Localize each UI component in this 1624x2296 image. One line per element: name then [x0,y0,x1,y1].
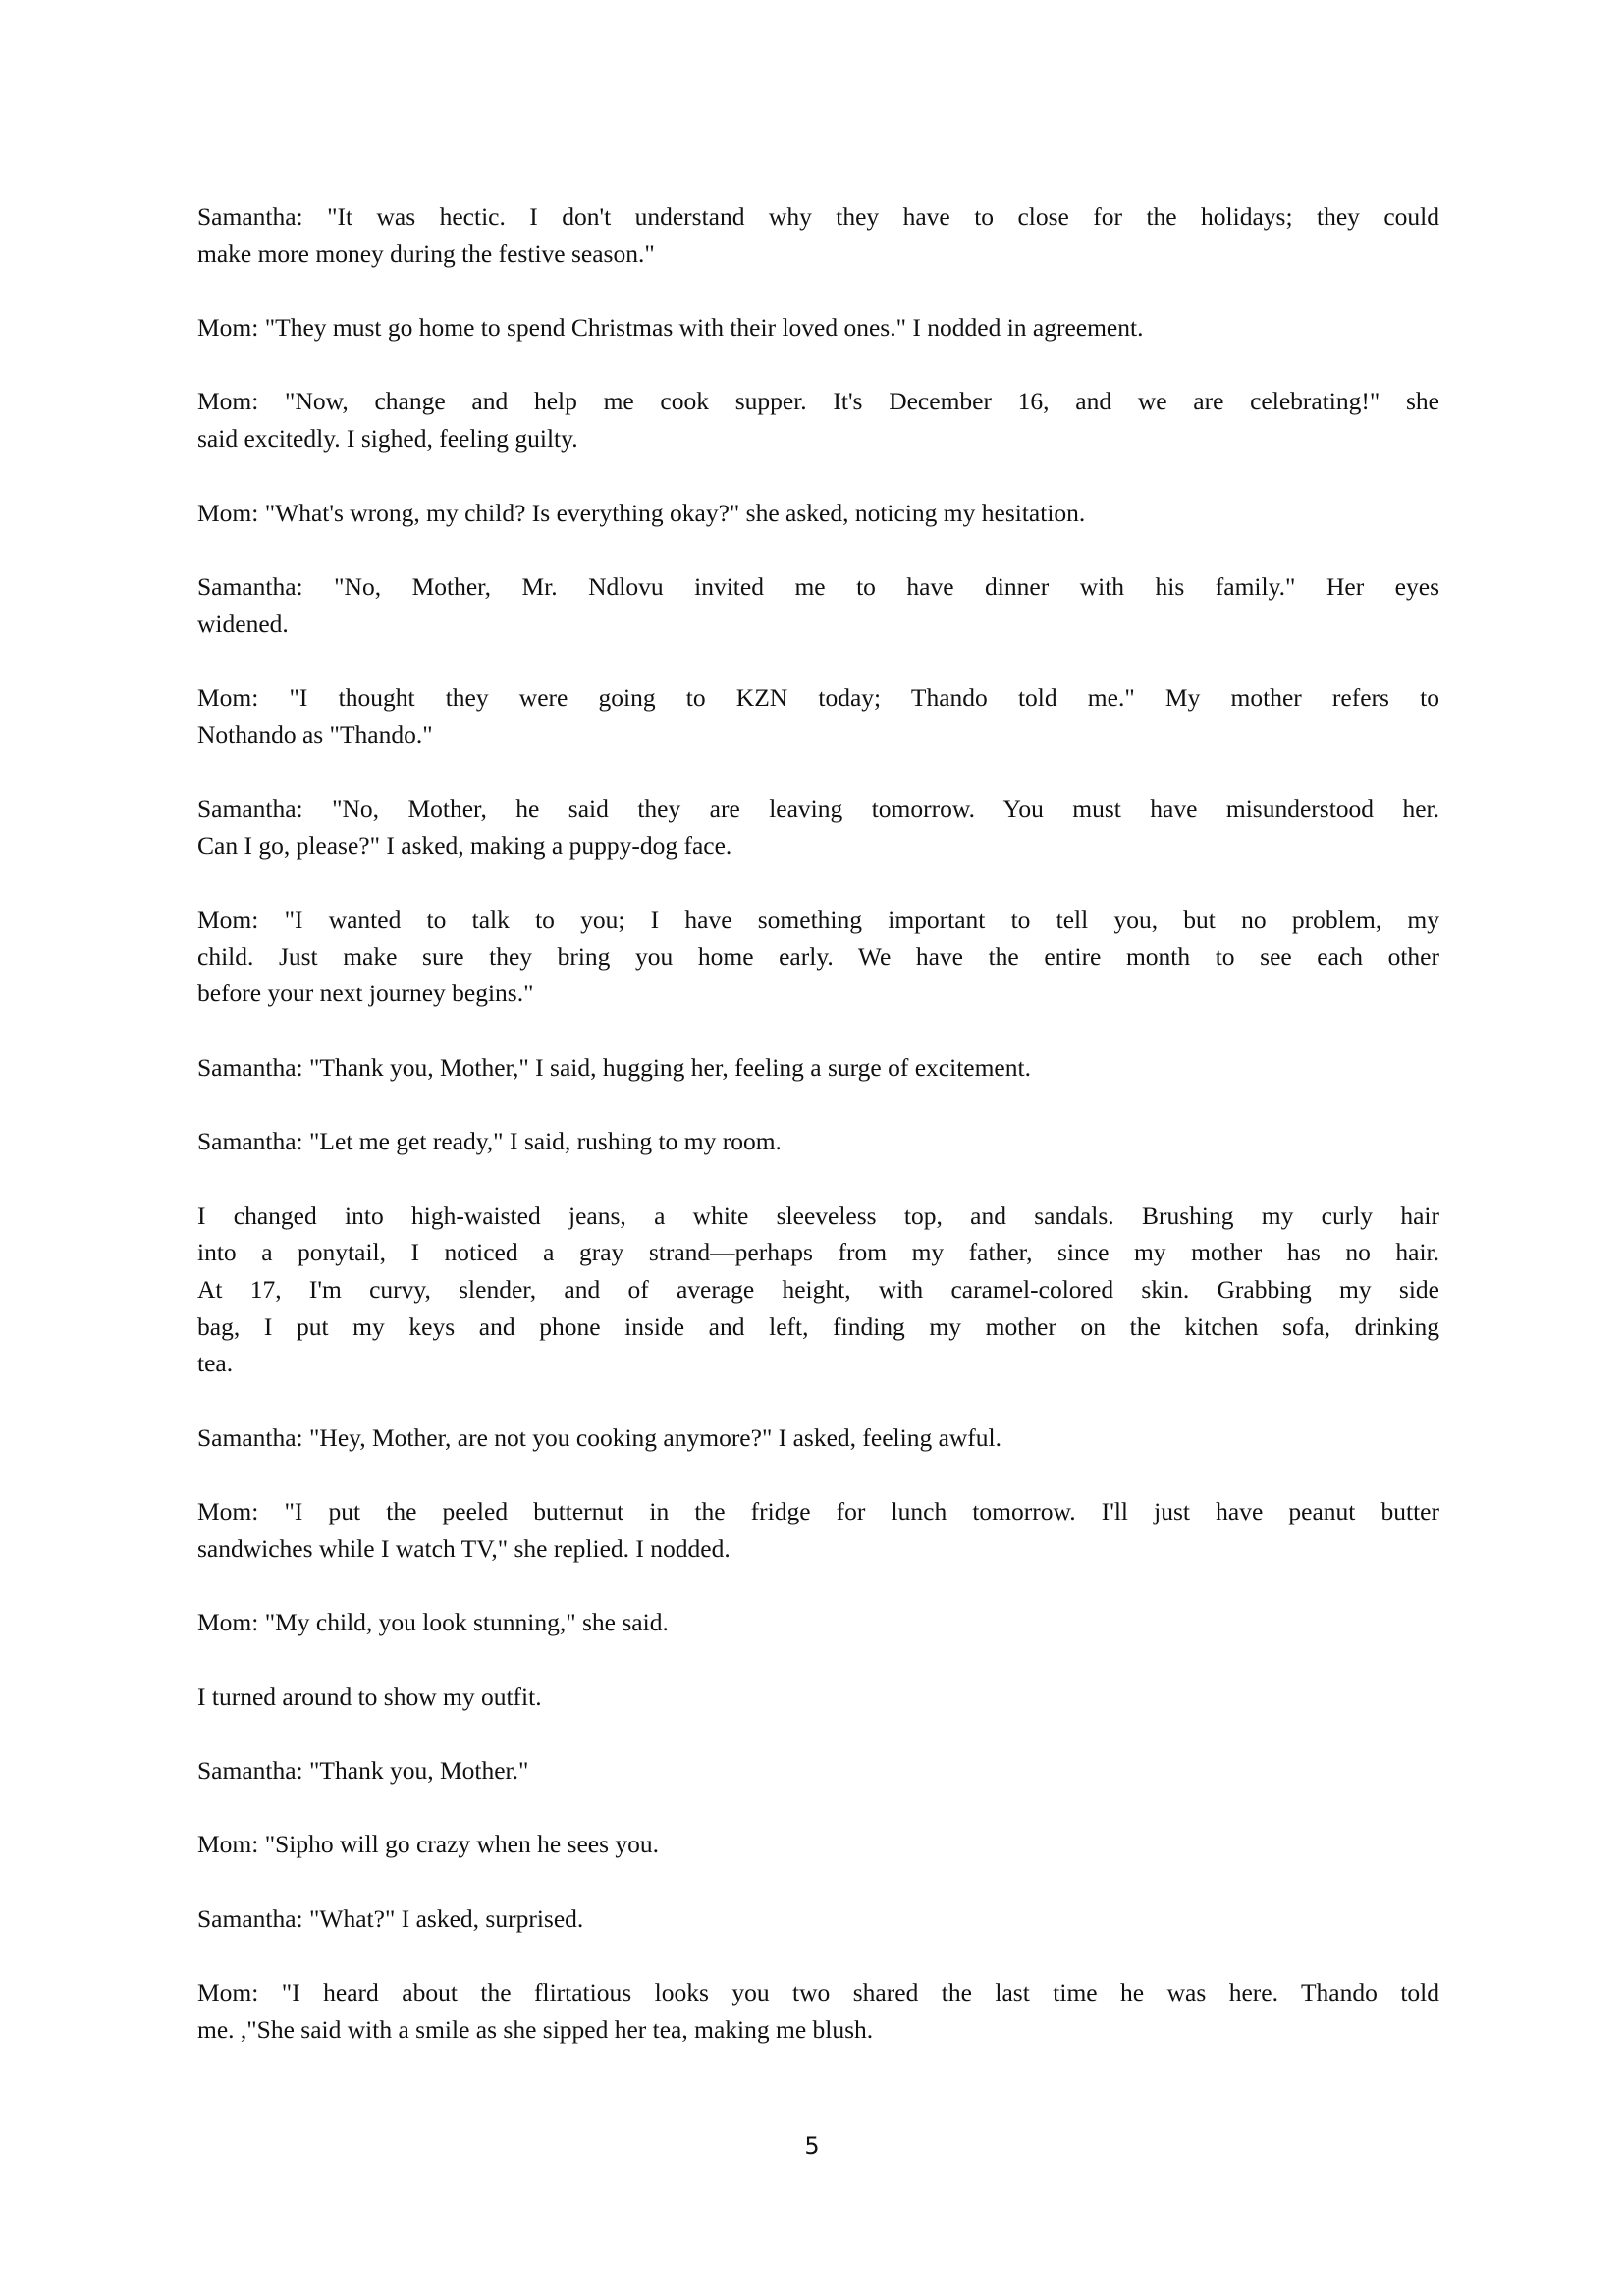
text-line: Mom: "They must go home to spend Christmas with their loved ones." I nodded in agreement. [197,313,1144,343]
text-line: into a ponytail, I noticed a gray strand—perhaps from my father, since my mother has no hair. [197,1238,1439,1267]
paragraph [197,568,1439,642]
paragraph [197,1826,1439,1863]
paragraph [197,1493,1439,1567]
text-line: Samantha: "Let me get ready," I said, rushing to my room. [197,1127,782,1156]
paragraph [197,1419,1439,1457]
paragraph [197,1752,1439,1789]
paragraph [197,1123,1439,1160]
paragraph [197,1974,1439,2048]
paragraph [197,383,1439,456]
text-line: At 17, I'm curvy, slender, and of average height, with caramel-colored skin. Grabbing my side [197,1274,1439,1304]
text-line: Mom: "I thought they were going to KZN today; Thando told me." My mother refers to [197,682,1439,712]
text-line: Samantha: "What?" I asked, surprised. [197,1903,584,1933]
text-line: Samantha: "It was hectic. I don't understand why they have to close for the holidays; they could [197,202,1439,231]
text-line: Nothando as "Thando." [197,720,433,749]
paragraph [197,495,1439,532]
text-line: Mom: "Now, change and help me cook supper. It's December 16, and we are celebrating!" she [197,387,1439,416]
text-line: Mom: "I put the peeled butternut in the fridge for lunch tomorrow. I'll just have peanut butter [197,1497,1439,1526]
text-line: tea. [197,1349,234,1378]
text-line: I changed into high-waisted jeans, a white sleeveless top, and sandals. Brushing my curly hair [197,1201,1439,1230]
text-line: before your next journey begins." [197,979,534,1008]
text-line: widened. [197,609,289,638]
paragraph [197,1604,1439,1641]
text-line: Samantha: "Thank you, Mother," I said, hugging her, feeling a surge of excitement. [197,1052,1031,1082]
text-line: sandwiches while I watch TV," she replied. I nodded. [197,1533,731,1563]
text-line: Mom: "What's wrong, my child? Is everything okay?" she asked, noticing my hesitation. [197,498,1086,527]
text-line: Mom: "My child, you look stunning," she said. [197,1608,669,1637]
paragraph [197,679,1439,753]
text-line: Samantha: "Hey, Mother, are not you cooking anymore?" I asked, feeling awful. [197,1422,1002,1452]
text-line: said excitedly. I sighed, feeling guilty. [197,424,578,454]
paragraph [197,1900,1439,1938]
text-line: Samantha: "No, Mother, Mr. Ndlovu invited me to have dinner with his family." Her eyes [197,571,1439,601]
text-line: bag, I put my keys and phone inside and left, finding my mother on the kitchen sofa, drinking [197,1311,1439,1341]
paragraph [197,1679,1439,1716]
text-line: me. ,"She said with a smile as she sipped her tea, making me blush. [197,2014,874,2044]
paragraph [197,901,1439,1012]
paragraph [197,198,1439,272]
paragraph [197,309,1439,347]
paragraph [197,790,1439,864]
text-line: make more money during the festive season." [197,239,655,268]
text-line: Mom: "I wanted to talk to you; I have something important to tell you, but no problem, my [197,905,1439,934]
paragraph [197,1049,1439,1087]
text-line: Samantha: "No, Mother, he said they are leaving tomorrow. You must have misunderstood her. [197,794,1439,823]
text-line: Mom: "Sipho will go crazy when he sees you. [197,1830,660,1859]
text-line: I turned around to show my outfit. [197,1682,542,1711]
text-line: Can I go, please?" I asked, making a puppy-dog face. [197,830,732,860]
page-number: 5 [804,2132,820,2160]
text-line: child. Just make sure they bring you home early. We have the entire month to see each other [197,941,1439,971]
text-line: Samantha: "Thank you, Mother." [197,1755,529,1785]
text-line: Mom: "I heard about the flirtatious looks you two shared the last time he was here. Thando told [197,1978,1439,2006]
page-body [197,198,1439,2085]
paragraph [197,1198,1439,1382]
